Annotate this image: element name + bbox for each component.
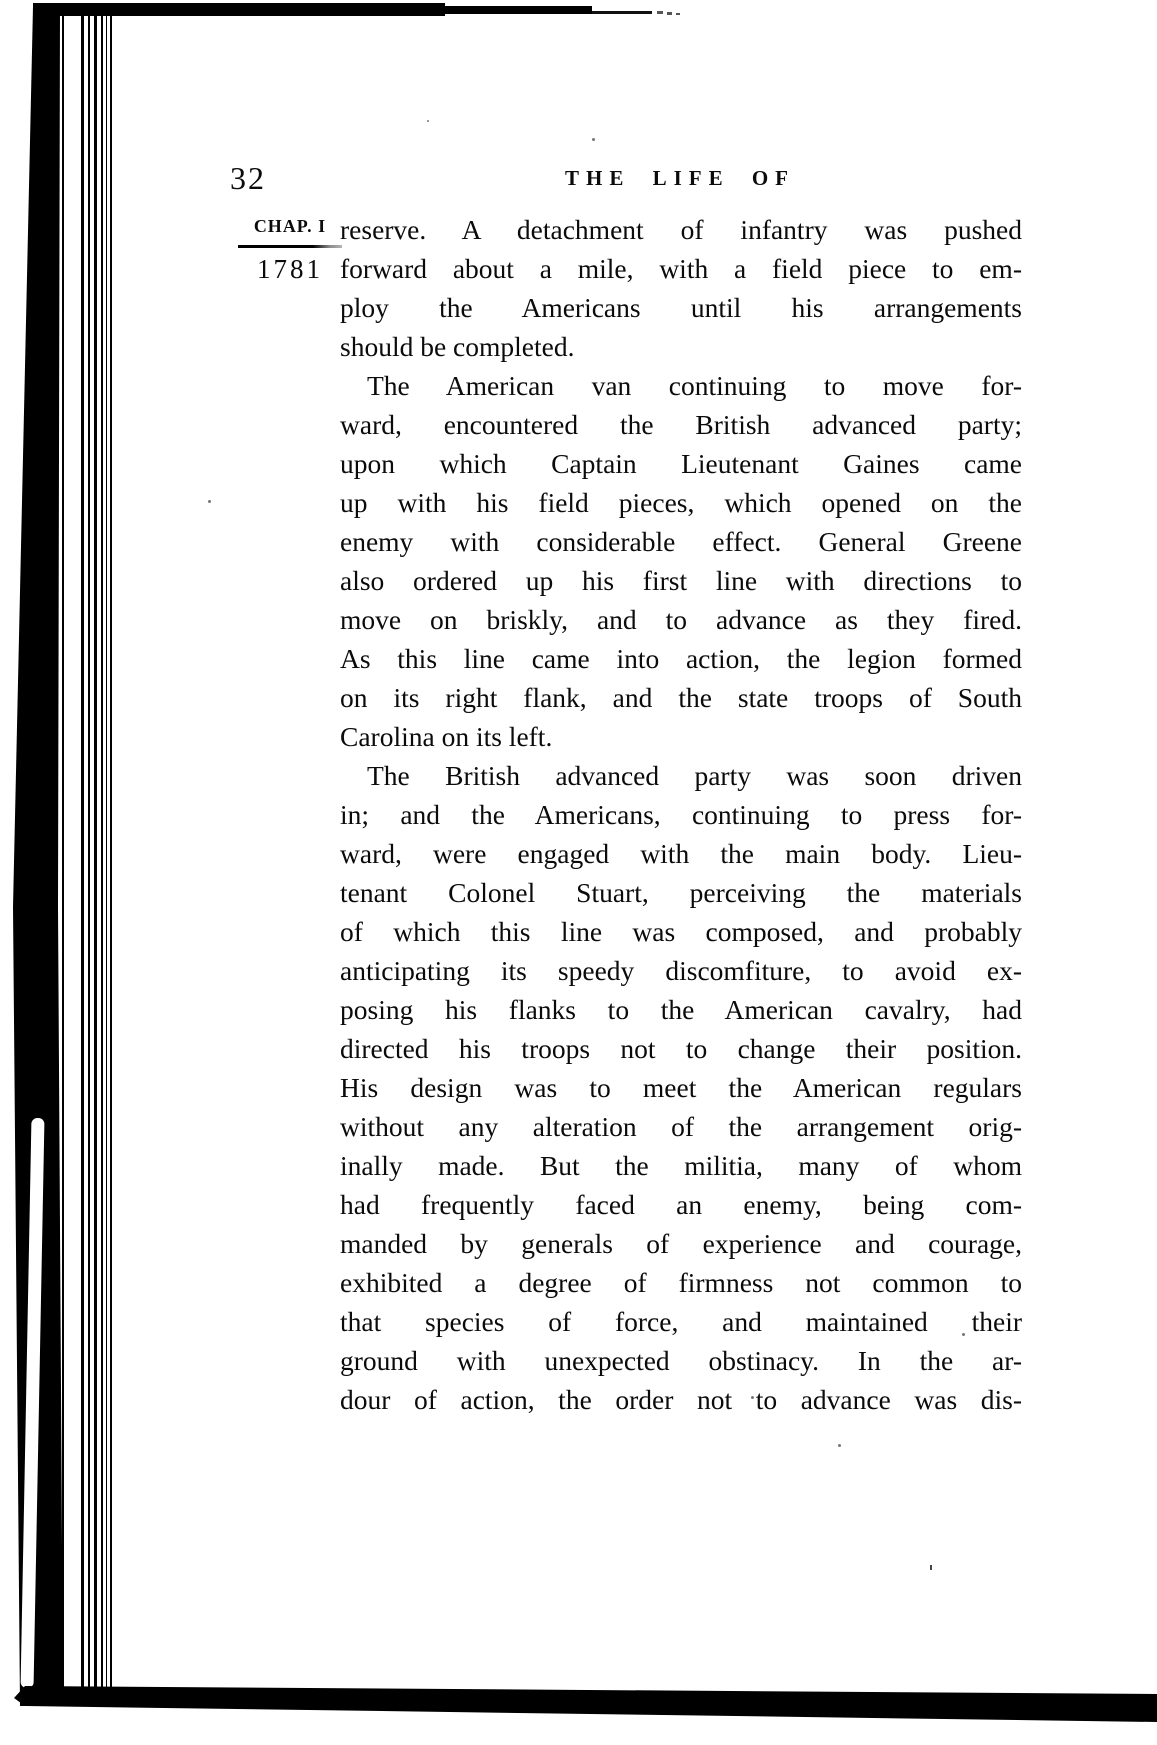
body-line: upon which Captain Lieutenant Gaines came (340, 448, 1022, 479)
scan-noise-dot (657, 11, 663, 14)
page-number: 32 (230, 160, 266, 196)
body-line: that species of force, and maintained their (340, 1306, 1022, 1337)
gutter-line (62, 12, 64, 1692)
body-text (340, 210, 1022, 1419)
scan-noise-speck (838, 1444, 841, 1447)
body-line: on its right flank, and the state troops of South (340, 682, 1022, 713)
body-line: inally made. But the militia, many of whom (340, 1150, 1022, 1181)
gutter-line (101, 12, 103, 1692)
body-line: exhibited a degree of firmness not common to (340, 1267, 1022, 1298)
body-line: The British advanced party was soon driven (367, 760, 1022, 791)
scan-noise-speck (930, 1565, 932, 1570)
scan-noise-speck (208, 500, 211, 503)
gutter-line (88, 12, 90, 1692)
body-line: manded by generals of experience and courage, (340, 1228, 1022, 1259)
body-line: ground with unexpected obstinacy. In the ar- (340, 1345, 1022, 1376)
body-line: forward about a mile, with a field piece to em- (340, 253, 1022, 284)
scan-edge-top-bar (592, 11, 652, 14)
body-line: up with his field pieces, which opened on the (340, 487, 1022, 518)
margin-note (238, 216, 342, 285)
body-line: without any alteration of the arrangement orig- (340, 1111, 1022, 1142)
gutter-line (94, 12, 97, 1692)
body-line: of which this line was composed, and probably (340, 916, 1022, 947)
scan-edge-bottom-bar (0, 1680, 1157, 1726)
body-line: enemy with considerable effect. General Greene (340, 526, 1022, 557)
running-title: THE LIFE OF (564, 166, 796, 190)
body-line: directed his troops not to change their position. (340, 1033, 1022, 1064)
scan-noise-speck (427, 120, 429, 122)
body-line: ploy the Americans until his arrangements (340, 292, 1022, 323)
scan-noise-speck (592, 138, 595, 141)
chapter-label: CHAP. I (253, 216, 327, 236)
scan-edge-top-bar (33, 3, 445, 16)
body-line: His design was to meet the American regulars (340, 1072, 1022, 1103)
body-line: move on briskly, and to advance as they fired. (340, 604, 1022, 635)
body-line: ward, were engaged with the main body. Lieu- (340, 838, 1022, 869)
body-line: anticipating its speedy discomfiture, to avoid ex- (340, 955, 1022, 986)
body-line: had frequently faced an enemy, being com- (340, 1189, 1022, 1220)
year-label: 1781 (257, 254, 323, 284)
gutter-line (110, 12, 112, 1692)
scan-edge-top-bar (445, 6, 592, 14)
gutter-line (81, 12, 84, 1692)
gutter-line (106, 12, 107, 1692)
body-line: should be completed. (340, 331, 575, 362)
body-line: The American van continuing to move for- (367, 370, 1022, 401)
body-line: Carolina on its left. (340, 721, 553, 752)
body-line: dour of action, the order not to advance was dis- (340, 1384, 1022, 1415)
body-line: ward, encountered the British advanced party; (340, 409, 1022, 440)
body-line: also ordered up his first line with directions to (340, 565, 1022, 596)
body-line: reserve. A detachment of infantry was pushed (340, 214, 1022, 245)
body-line: in; and the Americans, continuing to press for- (340, 799, 1022, 830)
scan-noise-dot (676, 13, 680, 15)
scan-noise-dot (667, 12, 672, 15)
body-line: posing his flanks to the American cavalry, had (340, 994, 1022, 1025)
margin-rule (238, 245, 342, 248)
body-line: tenant Colonel Stuart, perceiving the materials (340, 877, 1022, 908)
body-line: As this line came into action, the legion formed (340, 643, 1022, 674)
